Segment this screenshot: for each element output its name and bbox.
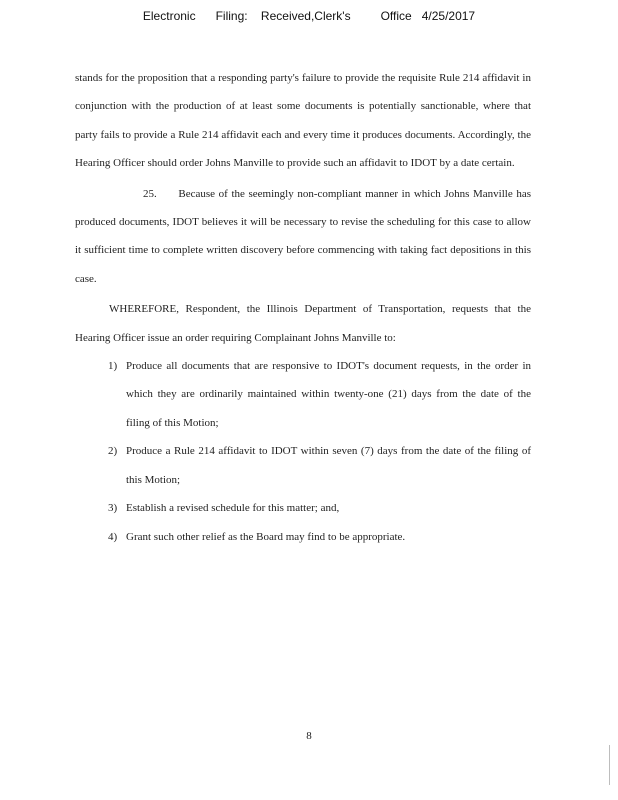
list-item-text: Establish a revised schedule for this matter; and, [126,502,340,515]
filing-stamp-header: Electronic Filing: Received,Clerk's Office 4/25/2017 [142,9,476,23]
paragraph-25 [75,180,531,294]
wherefore-paragraph: WHEREFORE, Respondent, the Illinois Department of Transportation, requests that the Hearing Officer issue an order requiring Complainant Johns Manville to: [75,303,531,344]
list-item-text: Grant such other relief as the Board may find to be appropriate. [126,530,406,543]
page-number: 8 [306,730,312,742]
list-item-text: Produce all documents that are responsive to IDOT's document requests, in the order in which they are ordinarily maintained within twenty-one (21) days from the date of the filing of this Motion; [126,360,531,429]
list-item-text: Produce a Rule 214 affidavit to IDOT within seven (7) days from the date of the filing of this Motion; [126,445,531,486]
list-item [75,494,531,522]
paragraph-continuation: stands for the proposition that a responding party's failure to provide the requisite Rule 214 affidavit in conjunction with the production of at least some documents is potentially sanctionable, where that party fails to provide a Rule 214 affidavit each and every time it produces documents. Accordingly, the Hearing Officer should order Johns Manville to provide such an affidavit to IDOT by a date certain. [75,72,531,170]
list-item-number: 1) [108,360,118,373]
list-item [75,352,531,437]
paragraph-number: 25. [143,187,157,200]
list-item-number: 3) [108,502,118,515]
scan-edge-mark [609,745,610,785]
list-item [75,523,531,551]
requested-relief-list [75,352,531,551]
list-item-number: 4) [108,530,118,543]
list-item-number: 2) [108,445,118,458]
document-body [75,64,531,551]
paragraph-25-text: Because of the seemingly non-compliant manner in which Johns Manville has produced documents, IDOT believes it will be necessary to revise the scheduling for this case to allow it sufficient time to complete written discovery before commencing with taking fact depositions in this case. [75,187,532,285]
list-item [75,437,531,494]
